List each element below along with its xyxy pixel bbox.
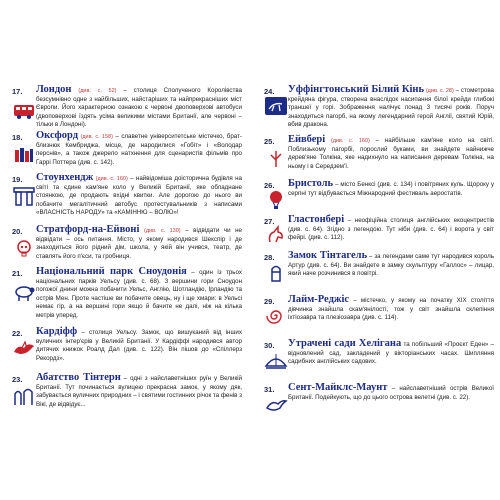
entry-title: Кардіфф	[36, 326, 78, 337]
entry-title: Національний парк Сноудонія	[36, 266, 187, 277]
entry-description: – місто Бенксі (див. с. 134) і повітряних куль. Щороку у серпні тут відбувається Міжнародний фестиваль аеростатів.	[288, 181, 494, 197]
entry-tintagel	[264, 252, 494, 296]
red-double-decker-bus-icon	[12, 100, 36, 120]
entry-title: Бристоль	[288, 178, 334, 189]
right-column	[264, 86, 494, 420]
entry-number: 29.	[264, 297, 275, 306]
entry-description: – містечко, у якому на початку XIX століття дівчинка знайшла скам'янілості, тож у світ знайшла склепіння іхтіозавра та плезіозавра (див. с. 114).	[288, 297, 494, 322]
entry-description: – один із трьох національних парків Уельсу (див. с. 68). З вершини гори Сноудон погожої днини можна побачити Уельс, Англію, Шотландію, Ірландію та острів Мен. Проте частіше ви побачите овець, ну і ще хмари: в Уельсі немає гір, а на вершині гори якщо й бачите не далі, ніж на кілька метрів уперед.	[36, 269, 242, 319]
entry-title: Стоунхендж	[36, 172, 94, 183]
page-reference: (див. с. 130)	[143, 228, 181, 234]
entry-description: – столиця Уельсу. Замок, що вишуканий від інших вуличних інтер'єрів у Великій Британії. У Кардіффі народився автор дитячих книжок Роалд Дал (див. с. 122). Він пішов до «Спіллерз Рекордз».	[36, 329, 242, 362]
entry-description: – найславетніший острів Великої Британії. Подейкують, що до цього острова велетні (див. с. 22).	[288, 385, 494, 401]
entry-number: 21.	[12, 269, 23, 278]
entry-description: – одні з найславетніших руїн у Великій Британії. Тут починається вулицею прекрасна замок, у якому дяк, забувається вуличних природних – і святими гостинних річок та фенів з Вікі, де відвідує...	[36, 375, 242, 408]
entry-title: Стратфорд-на-Ейвоні	[36, 224, 140, 235]
entry-uffington	[264, 86, 494, 136]
left-column	[12, 86, 242, 424]
books-icon	[12, 144, 36, 164]
entry-title: Абатство Тінтерн	[36, 372, 121, 383]
dragon-icon	[12, 338, 36, 358]
entry-description: та побільший «Проєкт Еден» – відновлений сад, закладений у вікторіанських часах. Шипляння садибних англійських садових.	[288, 341, 494, 366]
sheep-icon	[12, 282, 36, 302]
entry-title: Оксфорд	[36, 130, 79, 141]
skull-icon	[12, 238, 36, 258]
entry-title: Замок Тінтагель	[288, 250, 368, 261]
entry-description: – неофіційна столиця англійських екоцентристів (див. с. 64). Згідно з легендою. Тут ніби (див. с. 64) і ворота у світ фейрі. (див. с. 112).	[288, 217, 494, 242]
entry-st-michaels-mount	[264, 384, 494, 420]
entry-description: – найвідоміша доісторична будівля на світі та єдине кам'яне коло у Великій Британії, яке обладнане стоянкою, де продають вхідні квитки. Але дорогою до нього ви побачите мегалітичний автобус протестувальників з написами «ВЛАСНІСТЬ НАРОДУ» та «КАМІННЮ – ВОЛЮ»!	[36, 175, 242, 217]
entry-title: Лондон	[36, 84, 72, 95]
ammonite-icon	[264, 306, 288, 326]
entry-title: Гластонбері	[288, 214, 345, 225]
entry-heligan	[264, 340, 494, 384]
entry-number: 27.	[264, 217, 275, 226]
balloon-icon	[264, 190, 288, 210]
entry-description: – відвідати чи не відвідати – ось питання. Місто, у якому народився Шекспір і де знаходиться його рідний дім, школа, у якій він учився, театр, де ставлять його п'єси, та гробниця.	[36, 227, 242, 260]
tree-icon	[264, 148, 288, 168]
entry-number: 28.	[264, 253, 275, 262]
entry-oxford	[12, 132, 242, 174]
entry-stratford	[12, 226, 242, 268]
entry-cardiff	[12, 328, 242, 374]
page-reference: (див. с. 158)	[80, 134, 113, 140]
entry-lyme-regis	[264, 296, 494, 340]
entry-stonehenge	[12, 174, 242, 226]
unicorn-icon	[264, 224, 288, 244]
page-reference: (див. с. 160)	[330, 138, 370, 144]
entry-number: 22.	[12, 329, 23, 338]
entry-description: – столиця Сполученого Королівства безсумнівно одне з найбільших, найстаріших та найпрекрасніших міст Європи. Його характерною ознакою є червоні двоповерхові автобуси (двоповерхові їздять усіма великими містами Британії, але червоні – тільки в Лондоні).	[36, 87, 242, 129]
entry-description: – за легендами саме тут народився король Артур (див. с. 64). Ви знайдете в замку скульптуру «Галлос» – лицар, який наче розчинився в повітрі.	[288, 253, 494, 278]
entry-glastonbury	[264, 216, 494, 252]
bird-icon	[264, 394, 288, 414]
white-horse-icon	[264, 96, 288, 116]
entry-number: 26.	[264, 181, 275, 190]
entry-number: 31.	[264, 385, 275, 394]
entry-number: 18.	[12, 133, 23, 142]
entry-title: Ейвбері	[288, 134, 326, 145]
entry-number: 17.	[12, 87, 23, 96]
page-reference: (див. с. 160)	[95, 176, 128, 182]
entry-avebury	[264, 136, 494, 180]
knight-icon	[264, 262, 288, 282]
entry-number: 23.	[12, 375, 23, 384]
entry-snowdonia	[12, 268, 242, 328]
entry-number: 19.	[12, 175, 23, 184]
entry-london	[12, 86, 242, 132]
entry-title: Лайм-Реджіс	[288, 294, 350, 305]
entry-number: 24.	[264, 87, 275, 96]
page-reference: (див. с. 52)	[78, 88, 117, 94]
entry-title: Сент-Майклс-Маунт	[288, 382, 388, 393]
entry-title: Уффінгтонський Білий Кінь	[288, 84, 425, 95]
entry-description: – найбільше кам'яне коло на світі. Поблизькому пагорбі, порослий буками, ви знайдете найнижче дерев'яне Толкіна, яке надихнуло на написання деревам Толкіна, на ньому і в Середзем'ї.	[288, 137, 494, 170]
entry-description: – стометрова крейдяна фігура, створена внаслідок насипання білої крейди глибокі траншеї у горі. Зображення налічує понад 3 тисячі років. Поруч знаходиться пагорб, на якому легендарний герой Англії, святий Юрій, вбив дракона.	[288, 87, 494, 129]
garden-icon	[264, 350, 288, 370]
abbey-ruin-icon	[12, 386, 36, 406]
entry-number: 20.	[12, 227, 23, 236]
entry-number: 30.	[264, 341, 275, 350]
entry-tintern	[12, 374, 242, 424]
entry-description: – славетне університетське містечко, брат-близнюк Кембриджа, місце, де народилися «Гобіт» і «Володар перснів», а також джерело натхнення для сценаристів фільмів про Гаррі Поттера (див. с. 142).	[36, 133, 242, 166]
page-reference: (див. с. 28)	[425, 88, 454, 94]
entry-bristol	[264, 180, 494, 216]
stone-trilithon-icon	[12, 186, 36, 206]
entry-title: Утрачені сади Хелігана	[288, 338, 402, 349]
entry-number: 25.	[264, 137, 275, 146]
